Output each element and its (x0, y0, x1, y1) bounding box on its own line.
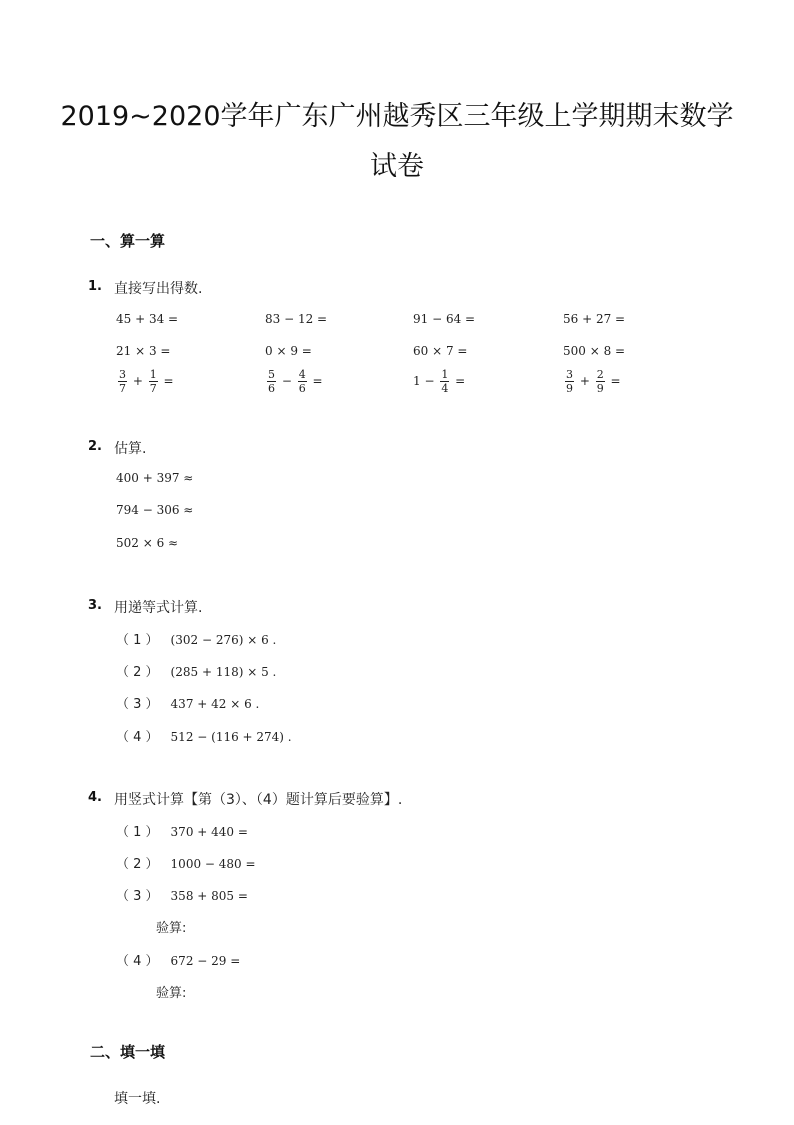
fraction: $\frac{5}{6}$ (268, 368, 275, 395)
calc-item: 21 × 3 = (116, 344, 171, 358)
question-text-1: 直接写出得数. (114, 281, 203, 297)
check-label: 验算: (156, 986, 187, 1001)
fraction-calc-item: 1 − $\frac{1}{4}$ = (413, 368, 466, 395)
section-heading-2: 二、填一填 (90, 1043, 166, 1061)
title-line-1: 2019~2020学年广东广州越秀区三年级上学期期末数学 (60, 101, 734, 132)
calc-item: 91 − 64 = (413, 312, 476, 326)
calc-item: 0 × 9 = (265, 344, 312, 358)
fraction: $\frac{1}{7}$ (149, 368, 157, 395)
question-text-4: 用竖式计算【第（3）、（4）题计算后要验算】. (114, 792, 403, 808)
question-text-5: 填一填. (114, 1091, 161, 1107)
fraction-calc-item: $\frac{5}{6}$ − $\frac{4}{6}$ = (268, 368, 323, 395)
calc-item: 45 + 34 = (116, 312, 179, 326)
question-text-2: 估算. (114, 441, 147, 457)
question-number-4: 4. (88, 790, 102, 805)
sub-question: （ 4 ） 672 − 29 = (116, 954, 241, 969)
calc-item: 83 − 12 = (265, 312, 328, 326)
sub-question: （ 1 ） (302 − 276) × 6 . (116, 633, 277, 648)
estimate-item: 794 − 306 ≈ (116, 503, 194, 517)
fraction: $\frac{3}{9}$ (566, 368, 573, 395)
question-number-3: 3. (88, 598, 102, 613)
question-text-3: 用递等式计算. (114, 600, 203, 616)
question-number-2: 2. (88, 439, 102, 454)
sub-question: （ 1 ） 370 + 440 = (116, 825, 248, 840)
calc-item: 56 + 27 = (563, 312, 626, 326)
section-heading-1: 一、算一算 (90, 232, 166, 250)
sub-question: （ 3 ） 437 + 42 × 6 . (116, 697, 260, 712)
page-title (60, 92, 734, 192)
sub-question: （ 2 ） (285 + 118) × 5 . (116, 665, 277, 680)
sub-question: （ 2 ） 1000 − 480 = (116, 857, 256, 872)
question-number-1: 1. (88, 279, 102, 294)
estimate-item: 502 × 6 ≈ (116, 536, 179, 550)
fraction: $\frac{1}{4}$ (441, 368, 449, 395)
fraction: $\frac{4}{6}$ (298, 368, 306, 395)
fraction-calc-item: $\frac{3}{7}$ + $\frac{1}{7}$ = (119, 368, 174, 395)
title-line-2: 试卷 (370, 151, 424, 182)
fraction: $\frac{2}{9}$ (596, 368, 604, 395)
calc-item: 500 × 8 = (563, 344, 626, 358)
sub-question: （ 3 ） 358 + 805 = (116, 889, 248, 904)
fraction-calc-item: $\frac{3}{9}$ + $\frac{2}{9}$ = (566, 368, 621, 395)
check-label: 验算: (156, 921, 187, 936)
fraction: $\frac{3}{7}$ (119, 368, 126, 395)
sub-question: （ 4 ） 512 − (116 + 274) . (116, 730, 292, 745)
calc-item: 60 × 7 = (413, 344, 468, 358)
estimate-item: 400 + 397 ≈ (116, 471, 194, 485)
